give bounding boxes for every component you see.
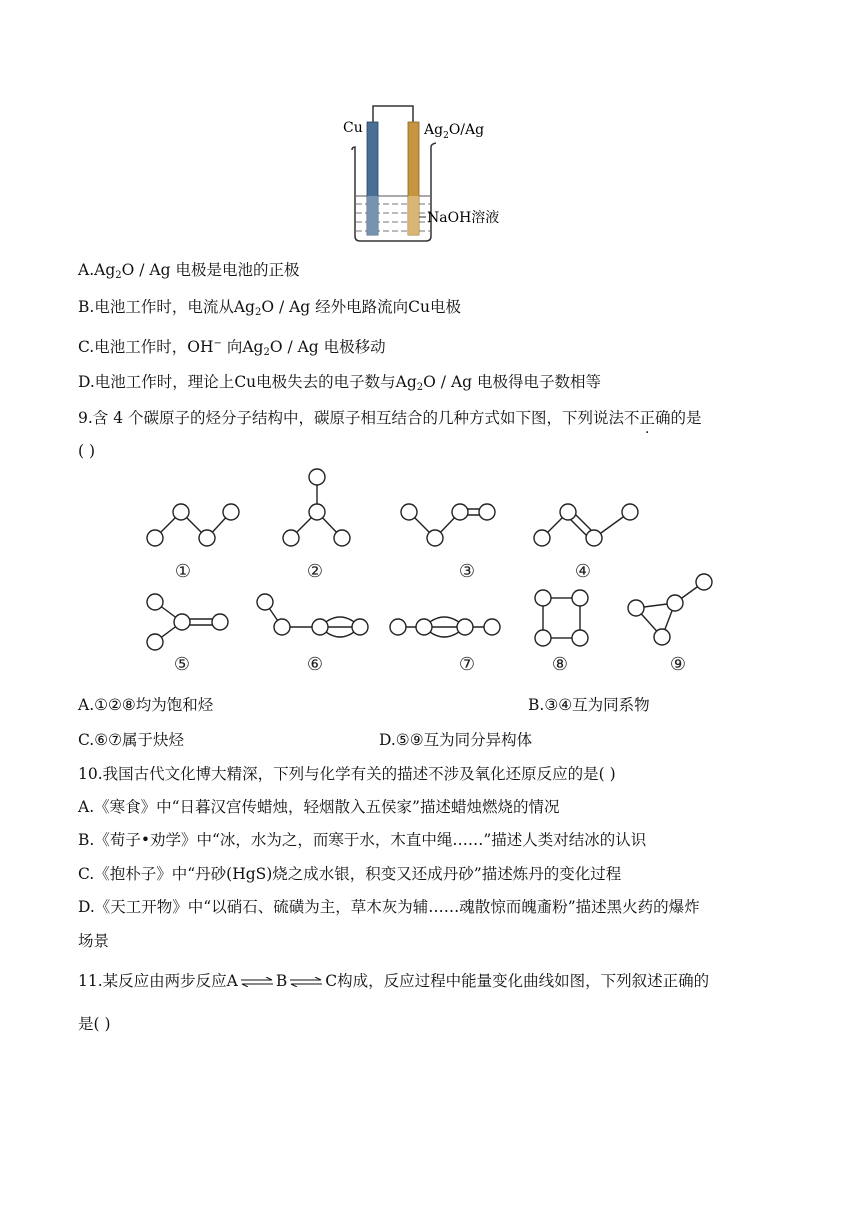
q10-option-d: D.《天工开物》中“以硝石、硫磺为主，草木灰为辅……魂散惊而魄齑粉”描述黑火药的爆炸: [78, 898, 700, 916]
galvanic-cell-figure: [330, 100, 530, 248]
structure-3: [401, 504, 495, 546]
structure-4: [534, 504, 638, 546]
q10-option-a: A.《寒食》中“日暮汉宫传蜡烛，轻烟散入五侯家”描述蜡烛燃烧的情况: [78, 798, 560, 816]
q9-stem: 9.含 4 个碳原子的烃分子结构中，碳原子相互结合的几种方式如下图，下列说法不正确的是: [78, 409, 702, 427]
label-6: ⑥: [306, 654, 324, 675]
q10-option-c: C.《抱朴子》中“丹砂(HgS)烧之成水银，积变又还成丹砂”描述炼丹的变化过程: [78, 865, 622, 883]
q8-option-d: D.电池工作时，理论上Cu电极失去的电子数与$Ag_2O$ / Ag 电极得电子数相等: [78, 373, 601, 393]
label-7: ⑦: [458, 654, 476, 675]
emphasis-dots: 不正确: [624, 409, 671, 427]
beaker: [352, 143, 436, 241]
label-5: ⑤: [173, 654, 191, 675]
label-1: ①: [174, 561, 192, 582]
q9-option-b: B.③④互为同系物: [528, 696, 650, 714]
carbon-skeleton-figure: [130, 462, 730, 682]
q11-stem-cont: 是( ): [78, 1015, 111, 1033]
q9-option-d: D.⑤⑨互为同分异构体: [379, 731, 533, 749]
cu-label: Cu: [343, 120, 363, 136]
q8-option-c: C.电池工作时，OH− 向$Ag_2O$ / Ag 电极移动: [78, 338, 386, 358]
q10-option-b: B.《荀子•劝学》中“冰，水为之，而寒于水，木直中绳……”描述人类对结冰的认识: [78, 831, 647, 849]
label-3: ③: [458, 561, 476, 582]
label-4: ④: [574, 561, 592, 582]
q9-bracket: ( ): [78, 442, 96, 460]
structure-9: [628, 574, 712, 645]
structure-2: [283, 469, 350, 546]
ag2o-label: $Ag_2O/Ag$: [424, 122, 485, 141]
structure-1: [147, 504, 239, 546]
label-2: ②: [306, 561, 324, 582]
q8-option-a: $A.Ag_2O$ / Ag 电极是电池的正极: [78, 261, 300, 281]
q10-option-d-cont: 场景: [78, 932, 110, 950]
external-wire: [373, 106, 413, 122]
structure-6: [257, 594, 368, 637]
q8-option-b: B.电池工作时，电流从$Ag_2O$ / Ag 经外电路流向Cu电极: [78, 298, 462, 318]
q9-option-a: A.①②⑧均为饱和烃: [78, 696, 214, 714]
structure-7: [390, 617, 500, 637]
structure-5: [147, 594, 228, 650]
naoh-label: NaOH溶液: [427, 210, 500, 226]
equilibrium-arrow-icon: [289, 977, 323, 987]
q10-stem: 10.我国古代文化博大精深，下列与化学有关的描述不涉及氧化还原反应的是( ): [78, 765, 616, 783]
q11-stem: 11.某反应由两步反应A B C构成，反应过程中能量变化曲线如图，下列叙述正确的: [78, 972, 710, 990]
label-8: ⑧: [551, 654, 569, 675]
equilibrium-arrow-icon: [240, 977, 274, 987]
q9-option-c: C.⑥⑦属于炔烃: [78, 731, 185, 749]
structure-8: [535, 590, 588, 646]
label-9: ⑨: [669, 654, 687, 675]
